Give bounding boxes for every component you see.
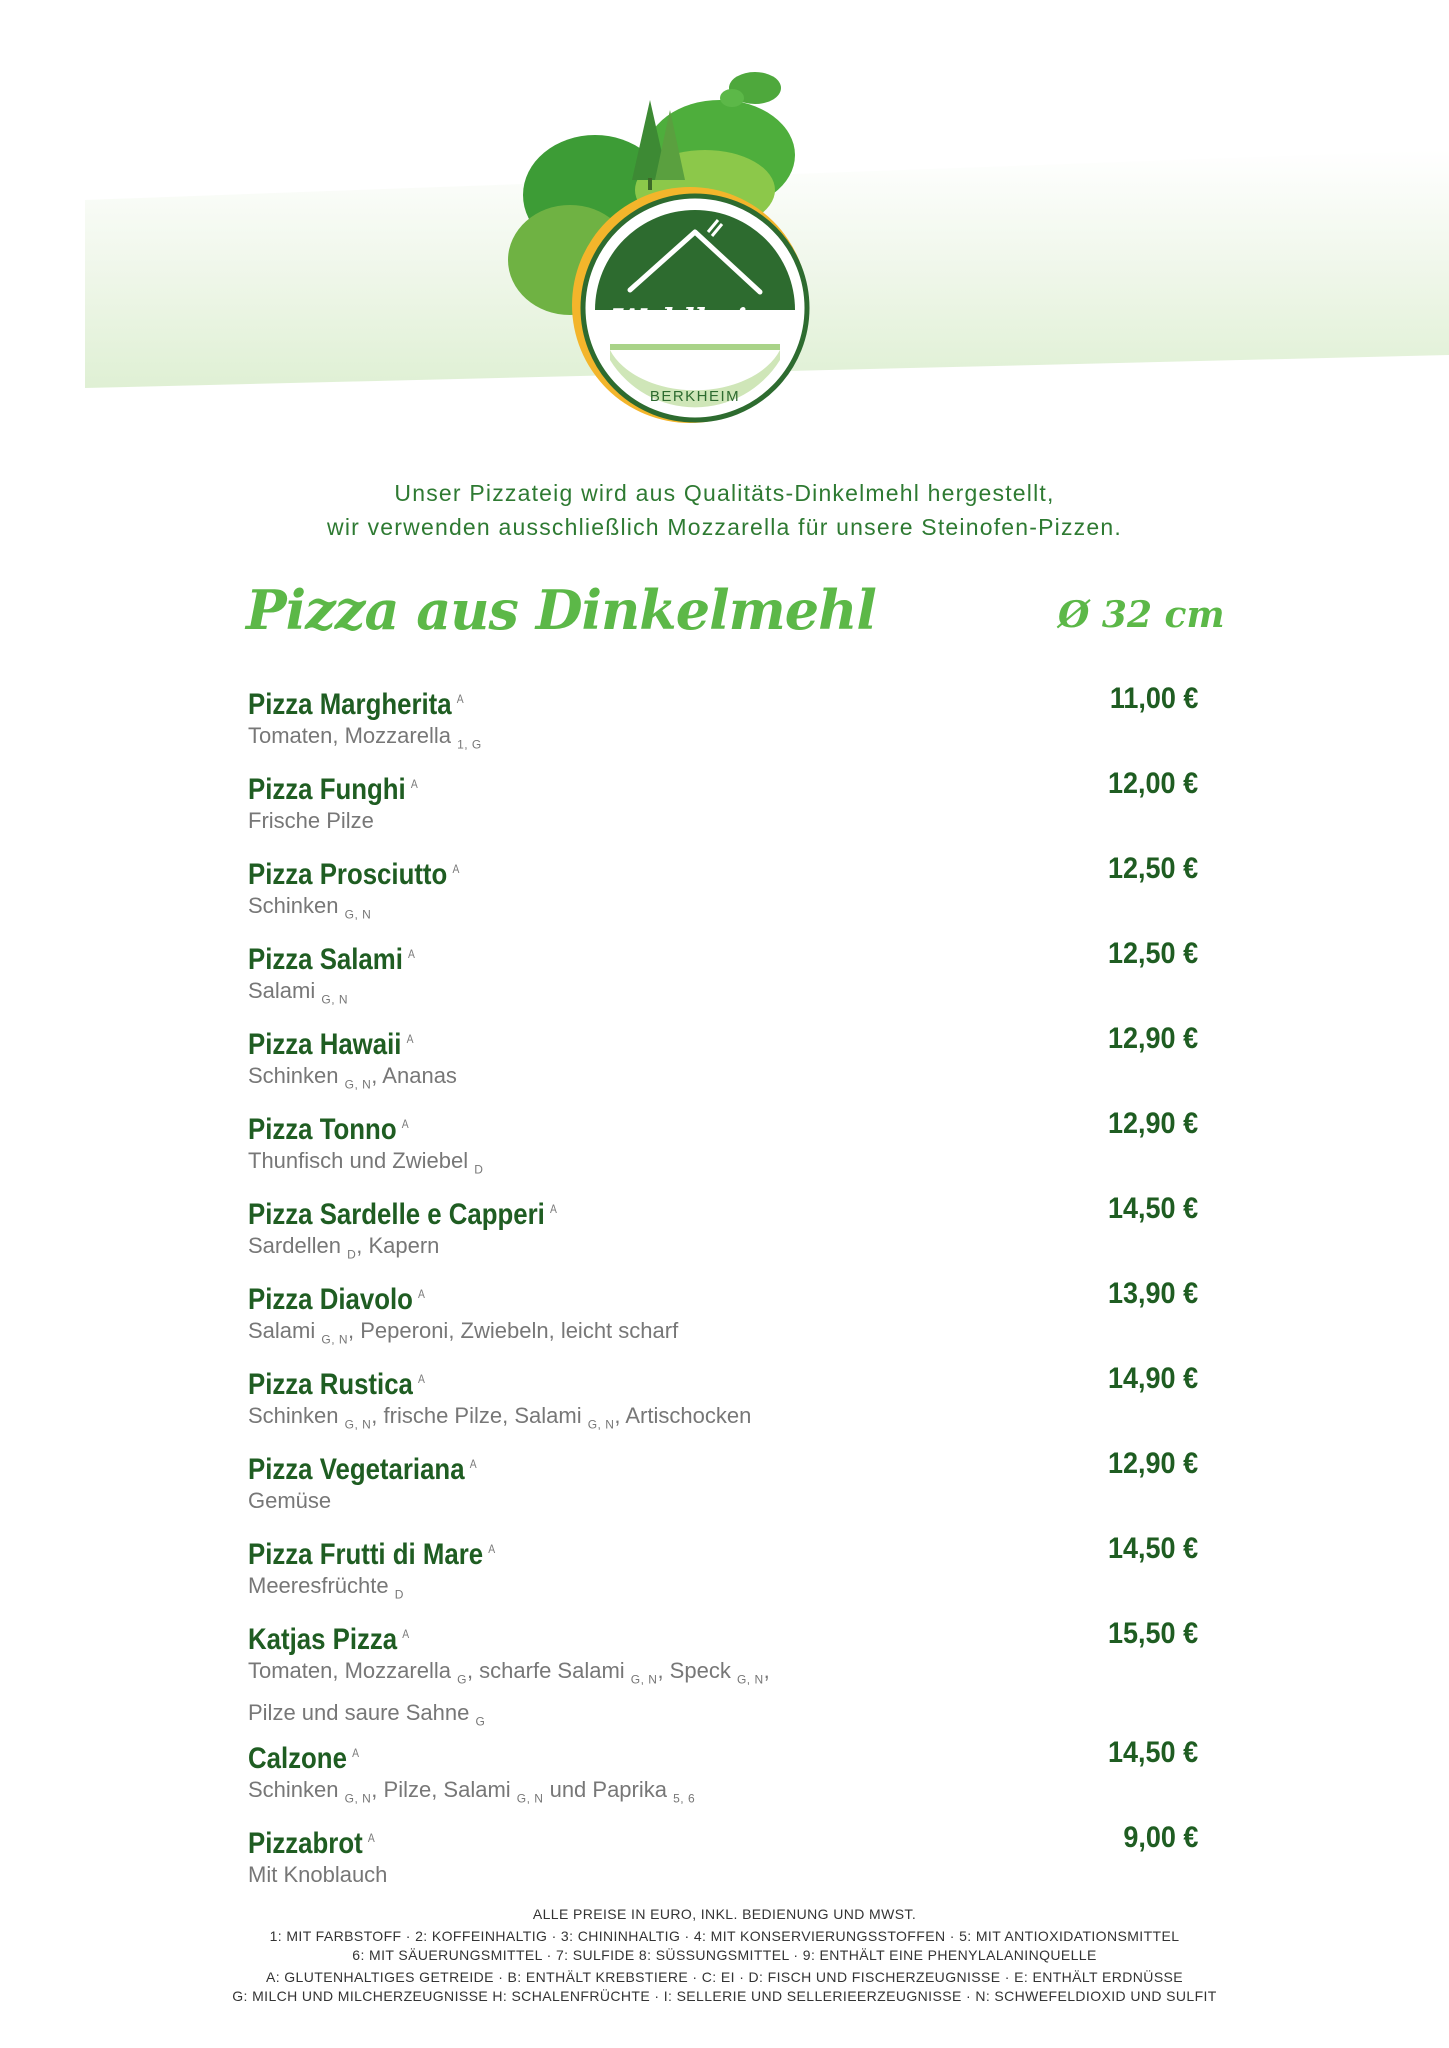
description-text: Schinken (248, 1063, 345, 1088)
ingredient-allergen-code: D (347, 1247, 357, 1262)
item-name-text: Pizza Hawaii (248, 1028, 402, 1061)
ingredient-allergen-code: D (474, 1162, 484, 1177)
description-text: Salami (248, 1318, 322, 1343)
menu-item (248, 1020, 1198, 1105)
ingredient-allergen-code: G, N (321, 1332, 349, 1347)
item-name (248, 850, 460, 891)
item-price: 14,50 € (1107, 1532, 1198, 1565)
ingredient-allergen-code: G, N (587, 1417, 615, 1432)
item-description (248, 719, 1198, 761)
item-name (248, 1020, 414, 1061)
item-name-text: Pizza Funghi (248, 773, 406, 806)
item-allergen-code: A (418, 1287, 425, 1301)
description-text: , Kapern (356, 1233, 440, 1258)
item-description (248, 1144, 1198, 1186)
item-price: 11,00 € (1109, 682, 1198, 715)
item-name-text: Pizza Tonno (248, 1113, 397, 1146)
item-name-text: Calzone (248, 1742, 347, 1775)
item-name (248, 1530, 496, 1571)
item-name (248, 1445, 477, 1486)
menu-item (248, 1734, 1198, 1819)
item-name (248, 935, 415, 976)
waldheim-logo (500, 60, 890, 440)
description-text: Salami (248, 978, 322, 1003)
menu-item (248, 1819, 1198, 1904)
item-price: 12,90 € (1107, 1447, 1198, 1480)
menu-list (248, 680, 1198, 1904)
item-name (248, 680, 464, 721)
ingredient-allergen-code: G, N (516, 1791, 544, 1806)
ingredient-allergen-code: D (394, 1587, 404, 1602)
item-name-text: Pizza Salami (248, 943, 403, 976)
menu-item (248, 1275, 1198, 1360)
ingredient-allergen-code: G, N (344, 1077, 372, 1092)
item-allergen-code: A (402, 1627, 410, 1641)
section-title: Pizza aus Dinkelmehl (246, 578, 876, 642)
description-text: Sardellen (248, 1233, 348, 1258)
ingredient-allergen-code: G (457, 1672, 467, 1687)
menu-item (248, 765, 1198, 850)
item-name (248, 1275, 425, 1316)
item-price: 14,50 € (1107, 1736, 1198, 1769)
footer-additives-1: 1: MIT FARBSTOFF · 2: KOFFEINHALTIG · 3: CHININHALTIG · 4: MIT KONSERVIERUNGSSTOFFEN · 5: MIT ANTIOXIDATIONSMITTEL (269, 1928, 1180, 1944)
section-size: Ø 32 cm (1058, 594, 1225, 636)
description-text: Mit Knoblauch (248, 1862, 388, 1887)
item-description (248, 1059, 1198, 1101)
menu-item (248, 1445, 1198, 1530)
item-price: 9,00 € (1122, 1821, 1198, 1854)
item-description (248, 1654, 1198, 1739)
description-text: Gemüse (248, 1488, 332, 1513)
intro-line-2: wir verwenden ausschließlich Mozzarella für unsere Steinofen-Pizzen. (327, 514, 1122, 540)
item-allergen-code: A (469, 1457, 477, 1471)
item-price: 15,50 € (1107, 1617, 1198, 1650)
item-allergen-code: A (418, 1372, 425, 1386)
footer-notes (0, 1905, 1449, 2006)
menu-item (248, 1105, 1198, 1190)
menu-item (248, 680, 1198, 765)
footer-allergens-2: G: MILCH UND MILCHERZEUGNISSE H: SCHALENFRÜCHTE · I: SELLERIE UND SELLERIEERZEUGNISSE · N: SCHWEFELDIOXID UND SULFIT (232, 1988, 1217, 2004)
menu-item (248, 1360, 1198, 1445)
item-name-text: Pizza Frutti di Mare (248, 1538, 484, 1571)
ingredient-allergen-code: G, N (321, 992, 349, 1007)
description-text: Meeresfrüchte (248, 1573, 395, 1598)
description-text: , Peperoni, Zwiebeln, leicht scharf (348, 1318, 679, 1343)
menu-item (248, 1530, 1198, 1615)
description-text: , scharfe Salami (466, 1658, 631, 1683)
item-description (248, 1569, 1198, 1611)
item-allergen-code: A (452, 862, 460, 876)
item-allergen-code: A (410, 777, 418, 791)
item-allergen-code: A (401, 1117, 409, 1131)
item-allergen-code: A (406, 1032, 414, 1046)
description-text: , Pilze, Salami (371, 1777, 517, 1802)
item-price: 12,90 € (1107, 1022, 1198, 1055)
item-description (248, 1484, 1198, 1518)
ingredient-allergen-code: G, N (344, 1417, 372, 1432)
ingredient-allergen-code: G, N (344, 1791, 372, 1806)
menu-item (248, 1615, 1198, 1734)
description-text: , frische Pilze, Salami (371, 1403, 588, 1428)
item-price: 14,90 € (1107, 1362, 1198, 1395)
item-allergen-code: A (408, 947, 415, 961)
item-name-text: Pizzabrot (248, 1827, 363, 1860)
description-text: , Ananas (371, 1063, 457, 1088)
item-name-text: Pizza Rustica (248, 1368, 413, 1401)
item-name-text: Pizza Vegetariana (248, 1453, 465, 1486)
item-description (248, 1858, 1198, 1892)
ingredient-allergen-code: G (475, 1714, 486, 1729)
menu-item (248, 850, 1198, 935)
description-text: Tomaten, Mozzarella (248, 1658, 458, 1683)
ingredient-allergen-code: 5, 6 (673, 1791, 696, 1806)
item-name-text: Pizza Margherita (248, 688, 452, 721)
item-price: 13,90 € (1107, 1277, 1198, 1310)
item-allergen-code: A (352, 1746, 359, 1760)
intro-line-1: Unser Pizzateig wird aus Qualitäts-Dinkelmehl hergestellt, (394, 480, 1055, 506)
description-text: und Paprika (543, 1777, 674, 1802)
item-allergen-code: A (456, 692, 464, 706)
item-allergen-code: A (367, 1831, 375, 1845)
item-name-text: Pizza Diavolo (248, 1283, 413, 1316)
description-text: Tomaten, Mozzarella (248, 723, 458, 748)
ingredient-allergen-code: G, N (344, 907, 372, 922)
item-description (248, 804, 1198, 838)
menu-item (248, 935, 1198, 1020)
item-price: 12,50 € (1107, 852, 1198, 885)
item-description (248, 1773, 1198, 1815)
item-name-text: Pizza Prosciutto (248, 858, 448, 891)
ingredient-allergen-code: 1, G (457, 737, 482, 752)
item-description (248, 974, 1198, 1016)
description-text: , Pilze und saure Sahne (248, 1658, 770, 1726)
brand-location: BERKHEIM (649, 388, 741, 405)
item-description (248, 1314, 1198, 1356)
item-description (248, 1399, 1198, 1441)
item-allergen-code: A (488, 1542, 496, 1556)
ingredient-allergen-code: G, N (630, 1672, 658, 1687)
item-name (248, 1105, 409, 1146)
description-text: Thunfisch und Zwiebel (248, 1148, 475, 1173)
description-text: , Artischocken (614, 1403, 752, 1428)
item-name-text: Pizza Sardelle e Capperi (248, 1198, 545, 1231)
item-name-text: Katjas Pizza (248, 1623, 398, 1656)
item-price: 12,90 € (1107, 1107, 1198, 1140)
item-price: 12,50 € (1107, 937, 1198, 970)
item-name (248, 1190, 557, 1231)
item-name (248, 765, 418, 806)
description-text: Frische Pilze (248, 808, 374, 833)
brand-name: Waldheim (611, 303, 779, 338)
item-allergen-code: A (549, 1202, 557, 1216)
description-text: , Speck (657, 1658, 737, 1683)
item-price: 14,50 € (1107, 1192, 1198, 1225)
intro-text (0, 476, 1449, 544)
item-name (248, 1734, 359, 1775)
item-price: 12,00 € (1107, 767, 1198, 800)
footer-allergens-1: A: GLUTENHALTIGES GETREIDE · B: ENTHÄLT KREBSTIERE · C: EI · D: FISCH UND FISCHERZEUGNISSE · E: ENTHÄLT ERDNÜSSE (265, 1969, 1184, 1985)
ingredient-allergen-code: G, N (736, 1672, 764, 1687)
item-name (248, 1360, 425, 1401)
description-text: Schinken (248, 1403, 345, 1428)
item-description (248, 889, 1198, 931)
footer-additives-2: 6: MIT SÄUERUNGSMITTEL · 7: SULFIDE 8: SÜSSUNGSMITTEL · 9: ENTHÄLT EINE PHENYLALANINQUELLE (352, 1947, 1097, 1963)
item-description (248, 1229, 1198, 1271)
footer-price-note: ALLE PREISE IN EURO, INKL. BEDIENUNG UND MWST. (532, 1906, 917, 1922)
description-text: Schinken (248, 1777, 345, 1802)
item-name (248, 1819, 375, 1860)
item-name (248, 1615, 410, 1656)
description-text: Schinken (248, 893, 345, 918)
menu-item (248, 1190, 1198, 1275)
